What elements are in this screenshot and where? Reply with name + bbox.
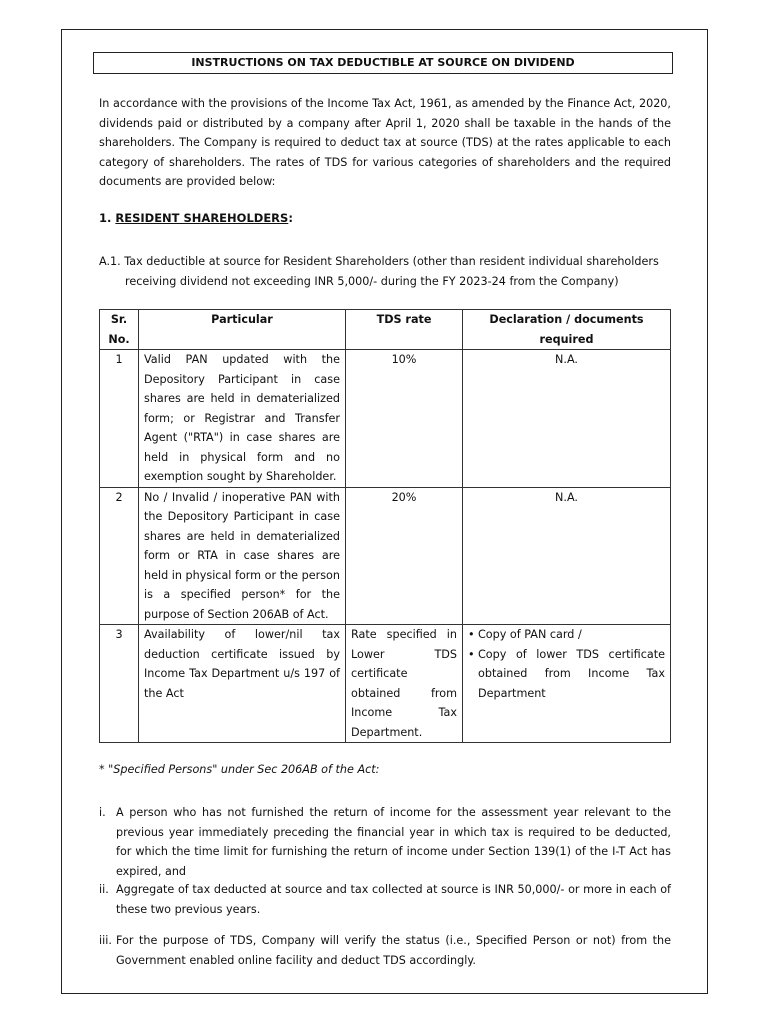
- list-item-number: ii.: [99, 883, 109, 896]
- row-documents: [463, 625, 671, 743]
- row-particular: Valid PAN updated with the Depository Participant in case shares are held in dematerialized form; or Registrar and Transfer Agent ("RTA") in case shares are held in physical form and no exemption sought by Shareholder.: [139, 350, 346, 488]
- list-item-text: For the purpose of TDS, Company will verify the status (i.e., Specified Person or not) from the Government enabled online facility and deduct TDS accordingly.: [116, 934, 671, 967]
- table-row: [100, 350, 671, 488]
- header-declaration-documents: Declaration / documents required: [463, 310, 671, 350]
- document-item: • Copy of lower TDS certificate obtained from Income Tax Department: [468, 645, 665, 704]
- intro-paragraph: In accordance with the provisions of the Income Tax Act, 1961, as amended by the Finance Act, 2020, dividends paid or distributed by a company after April 1, 2020 shall be taxable in the hands of the shareholders. The Company is required to deduct tax at source (TDS) at the rates applicable to each category of shareholders. The rates of TDS for various categories of shareholders and the required documents are provided below:: [99, 97, 671, 188]
- row-documents: N.A.: [463, 487, 671, 625]
- header-sr-no: Sr. No.: [100, 310, 139, 350]
- row-sr-no: 1: [100, 350, 139, 488]
- document-item: • Copy of PAN card /: [468, 625, 665, 645]
- table-row: [100, 487, 671, 625]
- document-title: INSTRUCTIONS ON TAX DEDUCTIBLE AT SOURCE ON DIVIDEND: [93, 52, 673, 74]
- list-item-number: i.: [99, 806, 106, 819]
- table-row: [100, 625, 671, 743]
- specified-persons-note: * "Specified Persons" under Sec 206AB of the Act:: [99, 763, 380, 776]
- table-header-row: [100, 310, 671, 350]
- row-tds-rate: 10%: [346, 350, 463, 488]
- header-tds-rate: TDS rate: [346, 310, 463, 350]
- row-particular: Availability of lower/nil tax deduction certificate issued by Income Tax Department u/s 197 of the Act: [139, 625, 346, 743]
- section-colon: :: [288, 211, 293, 225]
- row-tds-rate: 20%: [346, 487, 463, 625]
- list-item: [99, 880, 671, 919]
- header-particular: Particular: [139, 310, 346, 350]
- subsection-label: A.1.: [99, 255, 121, 268]
- subsection-a1: [99, 252, 671, 291]
- list-item: [99, 803, 671, 881]
- list-item-number: iii.: [99, 934, 112, 947]
- row-sr-no: 2: [100, 487, 139, 625]
- subsection-text-line2: receiving dividend not exceeding INR 5,000/- during the FY 2023-24 from the Company): [125, 274, 619, 288]
- list-item-text: Aggregate of tax deducted at source and tax collected at source is INR 50,000/- or more in each of these two previous years.: [116, 883, 671, 916]
- list-item-text: A person who has not furnished the return of income for the assessment year relevant to the previous year immediately preceding the financial year in which tax is required to be deducted, for which the time limit for furnishing the return of income under Section 139(1) of the I-T Act has expired, and: [116, 806, 671, 878]
- section-title: RESIDENT SHAREHOLDERS: [115, 211, 289, 225]
- subsection-text-line1: Tax deductible at source for Resident Shareholders (other than resident individual shareholders: [124, 255, 659, 268]
- row-sr-no: 3: [100, 625, 139, 743]
- row-documents: N.A.: [463, 350, 671, 488]
- section-number: 1.: [99, 211, 116, 225]
- row-particular: No / Invalid / inoperative PAN with the Depository Participant in case shares are held in dematerialized form or RTA in case shares are held in physical form or the person is a specified person* for the purpose of Section 206AB of Act.: [139, 487, 346, 625]
- section-heading: [99, 211, 293, 225]
- list-item: [99, 931, 671, 970]
- documents-list: [468, 625, 665, 703]
- tds-rate-table: [99, 309, 671, 743]
- row-tds-rate: Rate specified in Lower TDS certificate obtained from Income Tax Department.: [346, 625, 463, 743]
